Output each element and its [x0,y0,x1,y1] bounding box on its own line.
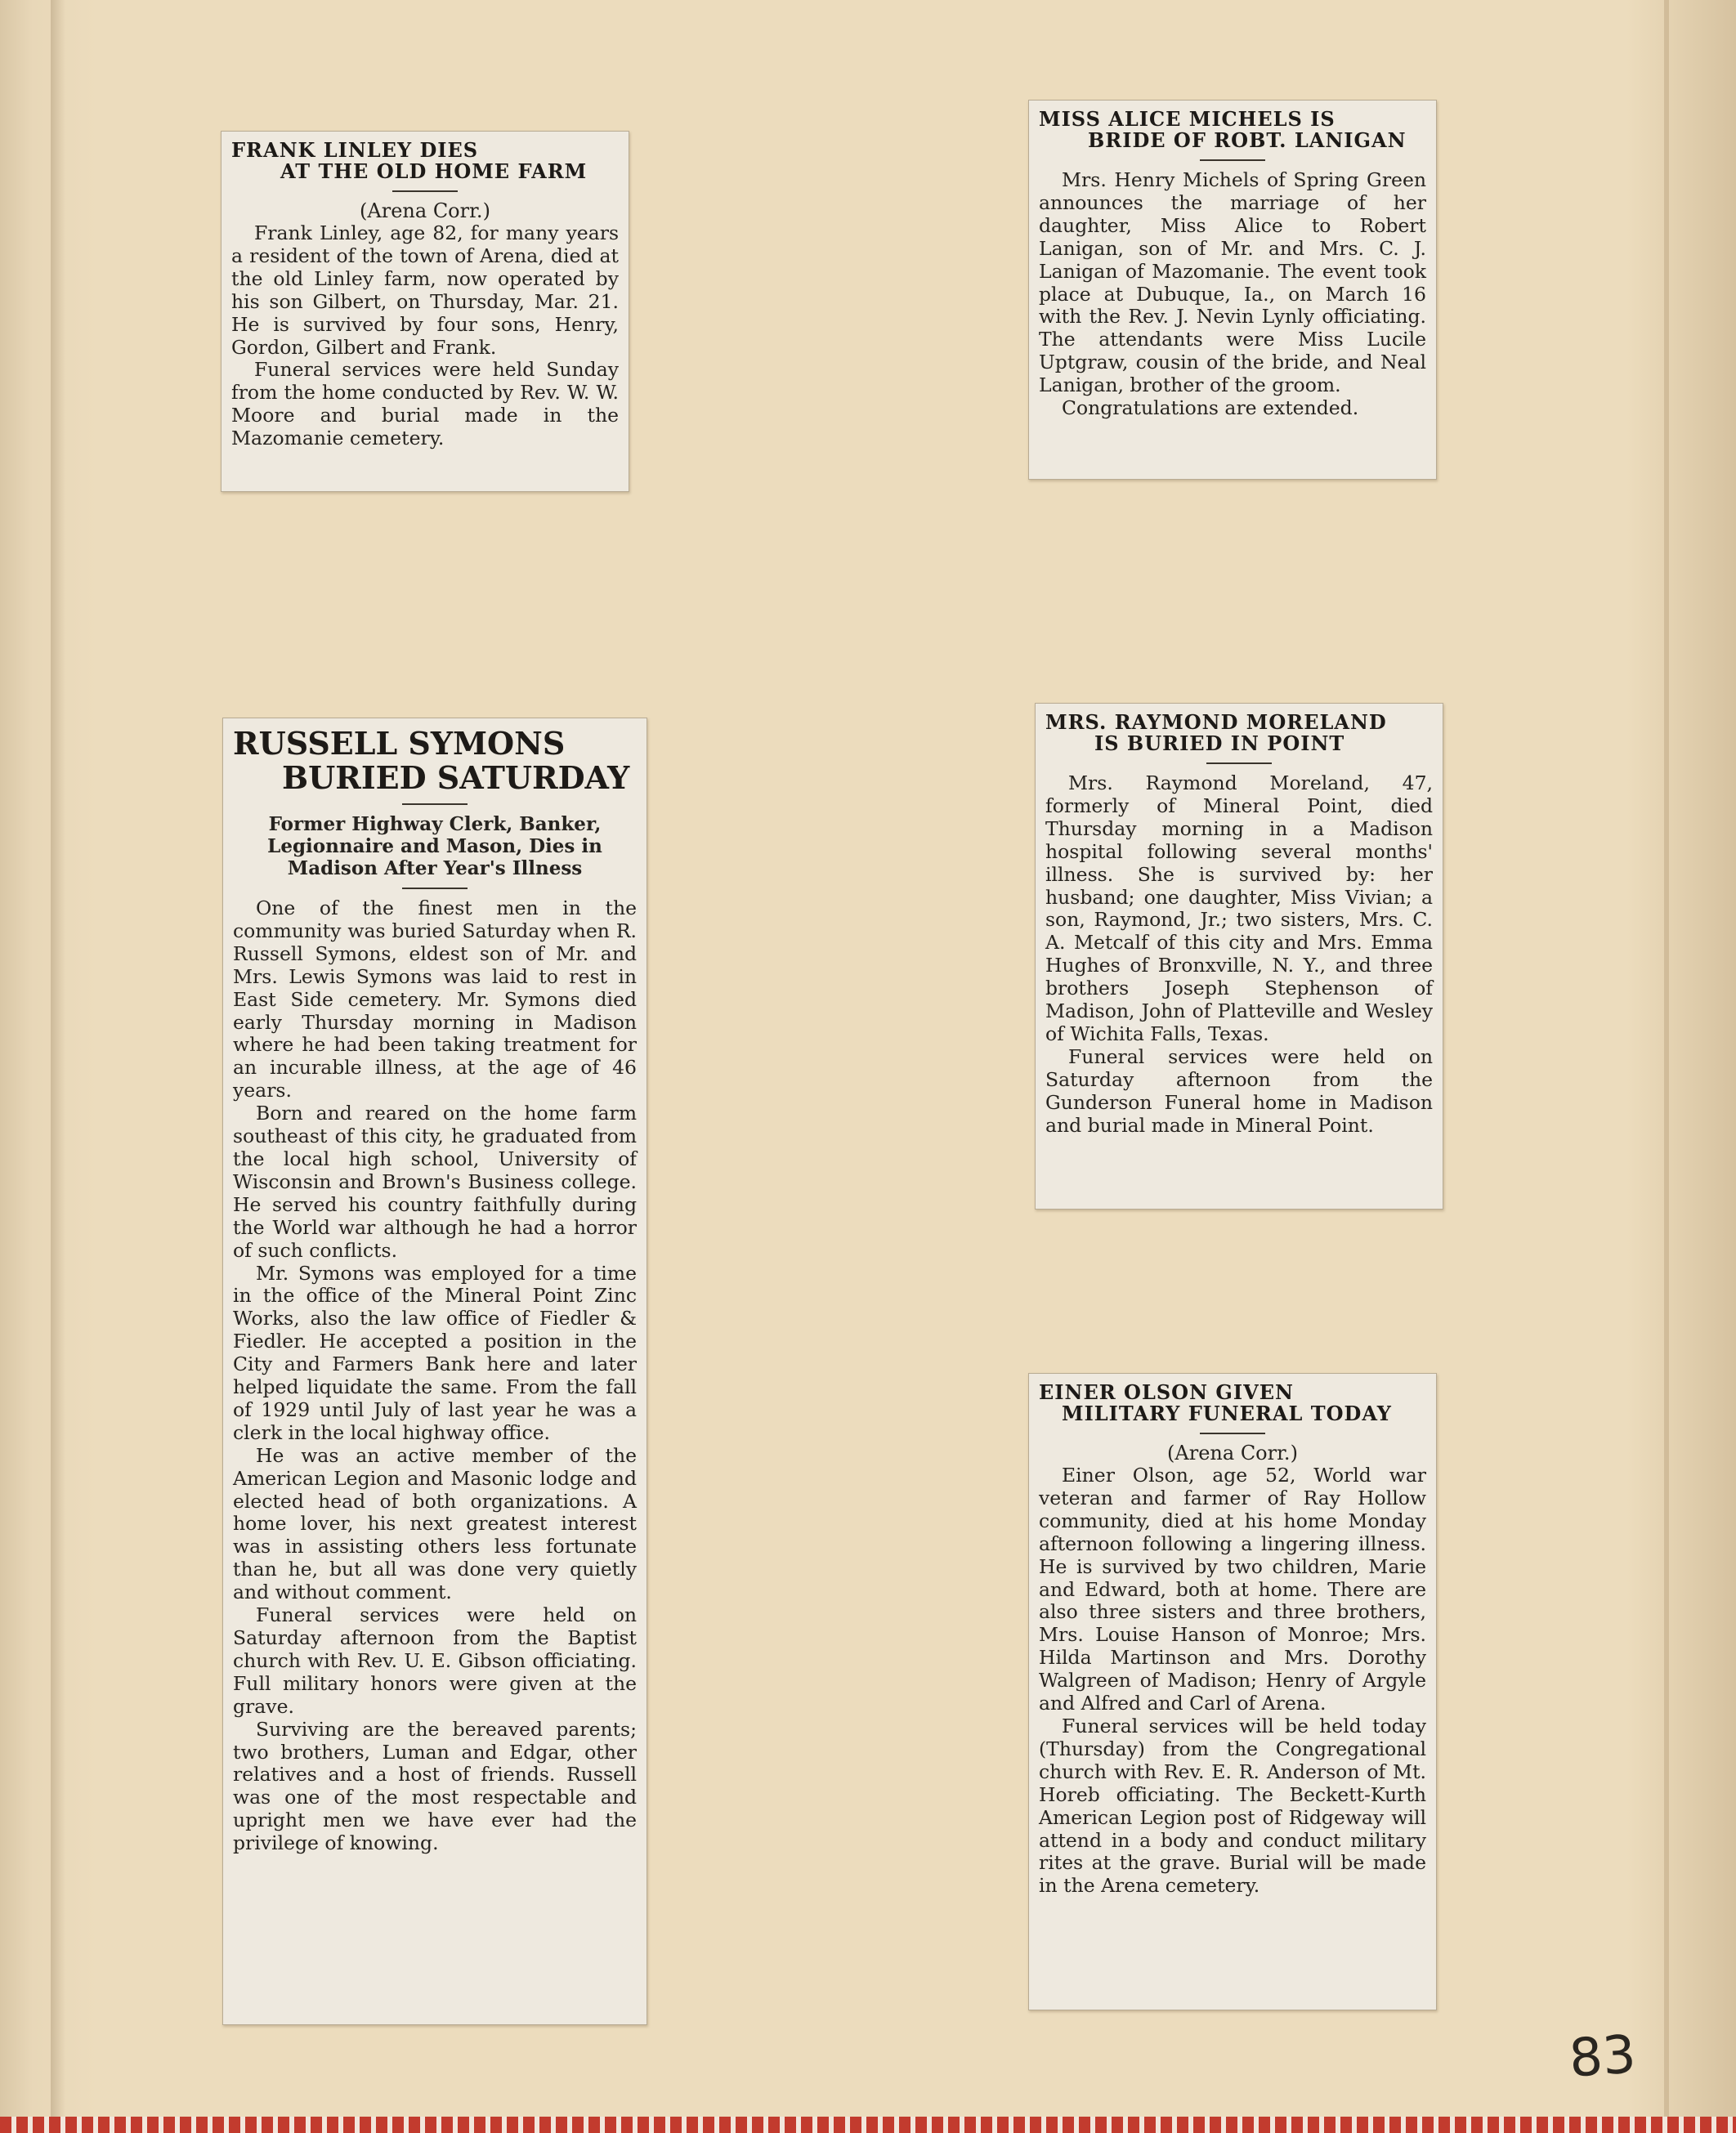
article-paragraph: Funeral services were held on Saturday afternoon from the Gunderson Funeral home in Madison and burial made in Mineral Point. [1045,1044,1433,1137]
handwritten-page-number: 83 [1567,2024,1638,2090]
article-paragraph: One of the finest men in the community was buried Saturday when R. Russell Symons, eldest son of Mr. and Mrs. Lewis Symons was laid to rest in East Side cemetery. Mr. Symons died early Thursday morning in Madison where he had been taking treatment for an incurable illness, at the age of 46 years. [233,897,637,1102]
dateline: (Arena Corr.) [1167,1442,1298,1464]
headline-line: BRIDE OF ROBT. LANIGAN [1088,128,1407,152]
article-paragraph: Frank Linley, age 82, for many years a resident of the town of Arena, died at the old Linley farm, now operated by his son Gilbert, on Thursday, Mar. 21. He is survived by four sons, Henry, Gordon, Gilbert and Frank. [231,221,619,359]
article-paragraph: Born and reared on the home farm southeast of this city, he graduated from the local high school, University of Wisconsin and Brown's Business college. He served his country faithfully during the World war although he had a horror of such conflicts. [233,1102,637,1262]
headline-line: AT THE OLD HOME FARM [280,159,588,183]
tablecloth-strip [0,2117,1736,2133]
clipping-headline [1039,1382,1426,1424]
article-paragraph: Congratulations are extended. [1062,396,1359,420]
page-edge [1664,0,1669,2117]
headline-line: MILITARY FUNERAL TODAY [1062,1402,1392,1425]
clipping-headline [233,727,637,795]
headline-line: FRANK LINLEY DIES [231,138,479,162]
article-paragraph: Einer Olson, age 52, World war veteran and farmer of Ray Hollow community, died at his home Monday afternoon following a lingering illness. He is survived by two children, Marie and Edward, both at home. There are also three sisters and three brothers, Mrs. Louise Hanson of Monroe; Mrs. Hilda Martinson and Mrs. Dorothy Walgreen of Madison; Henry of Argyle and Alfred and Carl of Arena. [1039,1464,1426,1715]
headline-line: BURIED SATURDAY [282,759,630,796]
article-paragraph: He was an active member of the American Legion and Masonic lodge and elected head of both organizations. A home lover, his next greatest interest was in assisting others less fortunate than he, but all was done very quietly and without comment. [233,1443,637,1604]
headline-line: RUSSELL SYMONS [233,725,566,762]
clipping-headline [231,140,619,182]
clipping-moreland [1035,703,1443,1210]
clipping-headline [1039,109,1426,151]
headline-rule [402,803,468,805]
clipping-symons [222,718,647,2025]
headline-rule [1200,159,1265,161]
dateline: (Arena Corr.) [360,199,490,222]
article-paragraph: Funeral services were held Sunday from the home conducted by Rev. W. W. Moore and burial made in the Mazomanie cemetery. [231,358,619,450]
clipping-michels [1028,100,1437,480]
article-paragraph: Mr. Symons was employed for a time in the office of the Mineral Point Zinc Works, also the law office of Fiedler & Fiedler. He accepted a position in the City and Farmers Bank here and later helped liquidate the same. From the fall of 1929 until July of last year he was a clerk in the local highway office. [233,1261,637,1444]
article-paragraph: Funeral services were held on Saturday afternoon from the Baptist church with Rev. U. E. Gibson officiating. Full military honors were given at the grave. [233,1603,637,1718]
page-binding-shadow [51,0,65,2117]
clipping-headline [1045,712,1433,754]
headline-rule [1206,762,1272,764]
headline-line: MISS ALICE MICHELS IS [1039,107,1336,131]
clipping-olson [1028,1373,1437,2010]
headline-rule [1200,1433,1265,1434]
article-paragraph: Mrs. Henry Michels of Spring Green announces the marriage of her daughter, Miss Alice to Robert Lanigan, son of Mr. and Mrs. C. J. Lanigan of Mazomanie. The event took place at Dubuque, Ia., on March 16 with the Rev. J. Nevin Lynly officiating. The attendants were Miss Lucile Uptgraw, cousin of the bride, and Neal Lanigan, brother of the groom. [1039,168,1426,397]
headline-line: EINER OLSON GIVEN [1039,1380,1294,1404]
article-paragraph: Mrs. Raymond Moreland, 47, formerly of Mineral Point, died Thursday morning in a Madison hospital following several months' illness. She is survived by: her husband; one daughter, Miss Vivian; a son, Raymond, Jr.; two sisters, Mrs. C. A. Metcalf of this city and Mrs. Emma Hughes of Bronxville, N. Y., and three brothers Joseph Stephenson of Madison, John of Platteville and Wesley of Wichita Falls, Texas. [1045,771,1433,1045]
headline-line: MRS. RAYMOND MORELAND [1045,710,1387,734]
article-paragraph: Funeral services will be held today (Thursday) from the Congregational church with Rev. E. R. Anderson of Mt. Horeb officiating. The Beckett-Kurth American Legion post of Ridgeway will attend in a body and conduct military rites at the grave. Burial will be made in the Arena cemetery. [1039,1714,1426,1898]
subheadline: Former Highway Clerk, Banker, Legionnaire and Mason, Dies in Madison After Year's Illness [267,813,602,879]
article-paragraph: Surviving are the bereaved parents; two brothers, Luman and Edgar, other relatives and a host of friends. Russell was one of the most respectable and upright men we have ever had the privilege of knowing. [233,1717,637,1855]
clipping-linley [221,131,629,492]
subhead-rule [402,888,468,889]
headline-rule [392,190,458,192]
headline-line: IS BURIED IN POINT [1094,731,1345,755]
